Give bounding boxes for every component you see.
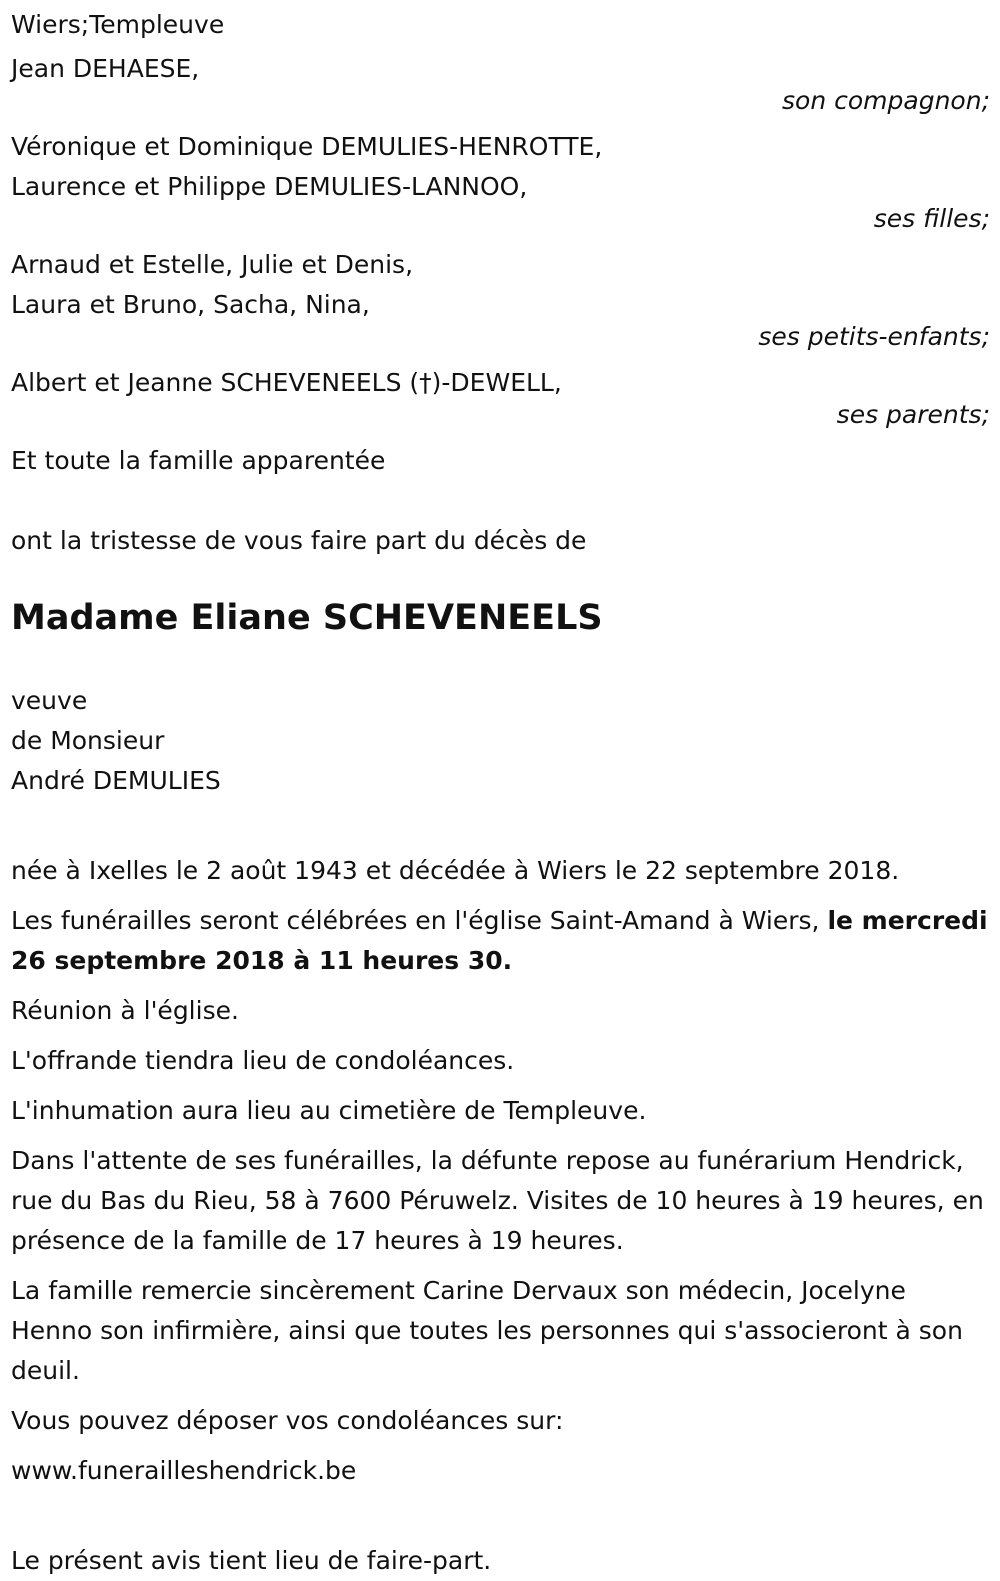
parents-group xyxy=(11,363,990,427)
birth-death-dates: née à Ixelles le 2 août 1943 et décédée à Wiers le 22 septembre 2018. xyxy=(11,856,900,885)
offering-info: L'offrande tiendra lieu de condoléances. xyxy=(11,1046,515,1075)
widow-of-line: de Monsieur xyxy=(11,726,165,755)
announcement-text: ont la tristesse de vous faire part du décès de xyxy=(11,526,587,555)
funerarium-info: Dans l'attente de ses funérailles, la défunte repose au funérarium Hendrick, rue du Bas du Rieu, 58 à 7600 Péruwelz. Visites de 10 heures à 19 heures, en présence de la famille de 17 heures à 19 heures. xyxy=(11,1146,984,1255)
daughters-relation: ses filles; xyxy=(873,204,990,233)
parents-relation: ses parents; xyxy=(836,400,990,429)
daughters-group xyxy=(11,127,990,231)
grandchildren-group xyxy=(11,245,990,349)
grandchildren-name: Laura et Bruno, Sacha, Nina, xyxy=(11,290,370,319)
deceased-name: Madame Eliane SCHEVENEELS xyxy=(11,598,603,638)
footer-note: Le présent avis tient lieu de faire-part. xyxy=(11,1546,492,1575)
grandchildren-name: Arnaud et Estelle, Julie et Denis, xyxy=(11,250,414,279)
daughter-name: Laurence et Philippe DEMULIES-LANNOO, xyxy=(11,172,528,201)
spacer xyxy=(11,481,990,521)
grandchildren-relation: ses petits-enfants; xyxy=(758,322,990,351)
companion-group xyxy=(11,49,990,113)
location-header: Wiers;Templeuve xyxy=(11,10,225,39)
daughter-name: Véronique et Dominique DEMULIES-HENROTTE, xyxy=(11,132,603,161)
spacer xyxy=(11,1491,990,1531)
condolences-label: Vous pouvez déposer vos condoléances sur: xyxy=(11,1406,564,1435)
meeting-info: Réunion à l'église. xyxy=(11,996,239,1025)
extended-family: Et toute la famille apparentée xyxy=(11,446,386,475)
widow-of-block xyxy=(11,681,990,801)
funeral-date: le mercredi 26 septembre 2018 à 11 heures 30. xyxy=(11,906,988,975)
widow-of-line: veuve xyxy=(11,686,88,715)
parents-name: Albert et Jeanne SCHEVENEELS (†)-DEWELL, xyxy=(11,368,562,397)
thanks-text: La famille remercie sincèrement Carine Dervaux son médecin, Jocelyne Henno son infirmière, ainsi que toutes les personnes qui s'associeront à son deuil. xyxy=(11,1276,963,1385)
companion-name: Jean DEHAESE, xyxy=(11,54,200,83)
companion-relation: son compagnon; xyxy=(782,86,990,115)
spacer xyxy=(11,801,990,841)
burial-info: L'inhumation aura lieu au cimetière de Templeuve. xyxy=(11,1096,647,1125)
funeral-text: Les funérailles seront célébrées en l'église Saint-Amand à Wiers, xyxy=(11,906,828,935)
funeral-info xyxy=(11,901,990,981)
condolences-website-link[interactable]: www.funerailleshendrick.be xyxy=(11,1456,357,1485)
widow-of-line: André DEMULIES xyxy=(11,766,221,795)
